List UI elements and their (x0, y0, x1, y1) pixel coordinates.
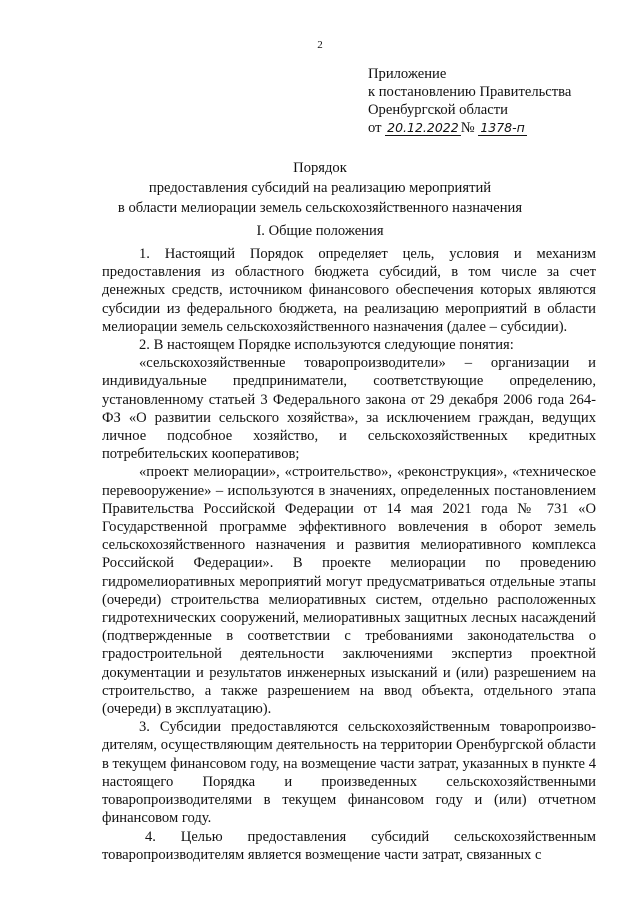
document-title (0, 158, 640, 218)
section-heading: I. Общие положения (256, 223, 384, 239)
page-number: 2 (317, 39, 323, 51)
paragraph: 1. Настоящий Порядок определяет цель, условия и механизм предоставления из областного бюджета субсидий, в том числе за счет денежных средств, источником финансового обеспечения которых являются субсидии из федерального бюджета, на реализацию мероприятий в области мелиорации земель сельскохозяйственного назначения (далее – субсидии). (102, 246, 596, 335)
title-line: в области мелиорации земель сельскохозяйственного назначения (117, 200, 523, 216)
document-body (102, 245, 596, 864)
annex-block (368, 65, 618, 137)
annex-line: Оренбургской области (368, 102, 508, 118)
number-sign: № (460, 120, 475, 136)
title-line: Порядок (293, 160, 347, 176)
handwritten-date: 20.12.2022 (387, 120, 459, 135)
annex-line: Приложение (368, 66, 447, 82)
paragraph: 3. Субсидии предоставляются сельскохозяйственным товаропроизво-дителям, осуществляющим деятельность на территории Оренбургской области в текущем финансовом году, на возмещение части затрат, указанных в пункте 4 настоящего Порядка и произведенных сельскохозяйственными товаропроизводителями в текущем финансовом году и (или) отчетном финансовом году. (102, 719, 596, 827)
paragraph: 2. В настоящем Порядке используются следующие понятия: (139, 337, 514, 354)
annex-date-line (368, 119, 618, 137)
annex-line: к постановлению Правительства (368, 84, 572, 100)
date-prefix: от (368, 120, 382, 136)
paragraph: «проект мелиорации», «строительство», «реконструкция», «техническое перевооружение» – используются в значениях, определенных постановлением Правительства Российской Федерации от 14 мая 2021 года № 731 «О Государственной программе эффективного вовлечения в оборот земель сельскохозяйственного назначения и развития мелиоративного комплекса Российской Федерации». В проекте мелиорации по проведению гидромелиоративных мероприятий могут предусматриваться отдельные этапы (очереди) строительства мелиоративных систем, отдельно расположенных гидротехнических сооружений, мелиоративных защитных лесных насаждений (подтвержденные в соответствии с требованиями законодательства о градостроительной деятельности заключениями экспертиз проектной документации и результатов инженерных изысканий и (или) разрешением на строительство, а также разрешением на ввод объекта, отдельного этапа (очереди) в эксплуатацию). (102, 464, 596, 718)
paragraph: 4. Целью предоставления субсидий сельскохозяйственным товаропроизводителям является возмещение части затрат, связанных с (102, 828, 596, 863)
paragraph: «сельскохозяйственные товаропроизводители» – организации и индивидуальные предприниматели, соответствующие определению, установленному статьей 3 Федерального закона от 29 декабря 2006 года 264-ФЗ «О развитии сельского хозяйства», за исключением граждан, ведущих личное подсобное хозяйство, и сельскохозяйственных кредитных потребительских кооперативов; (102, 355, 596, 463)
handwritten-number: 1378-п (480, 120, 525, 135)
title-line: предоставления субсидий на реализацию мероприятий (148, 180, 492, 196)
